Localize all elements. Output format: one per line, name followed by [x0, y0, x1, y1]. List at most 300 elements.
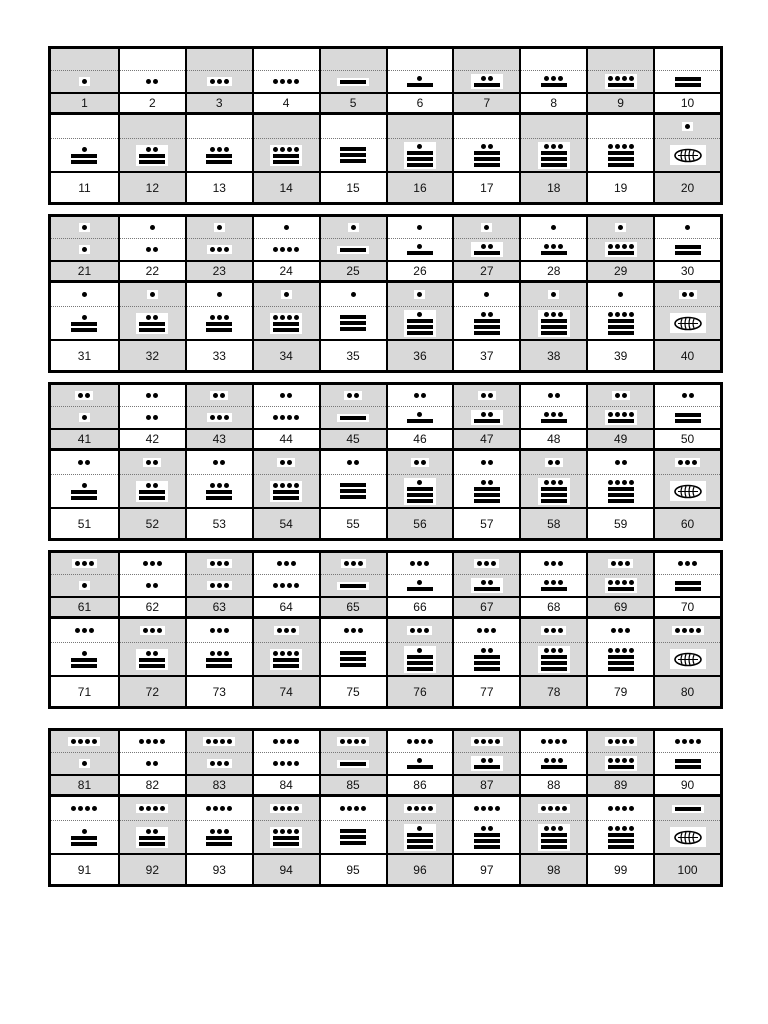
numeral-bar — [541, 499, 567, 503]
numeral-cell — [586, 731, 653, 794]
numeral-dot — [488, 739, 493, 744]
numeral-dot — [273, 315, 278, 320]
numeral-cell — [252, 385, 319, 448]
numeral-bar — [541, 839, 567, 843]
numeral-bar — [608, 655, 634, 659]
numeral-dot — [358, 561, 363, 566]
numeral-symbol — [72, 626, 97, 635]
numeral-dot — [615, 758, 620, 763]
units-level — [655, 575, 720, 596]
numeral-bar — [273, 322, 299, 326]
twenties-level — [120, 385, 185, 407]
numeral-dot — [558, 826, 563, 831]
twenties-level — [51, 619, 118, 643]
units-level — [51, 307, 118, 339]
numeral-cell — [386, 49, 453, 112]
numeral-bar — [608, 661, 634, 665]
number-label: 42 — [120, 428, 185, 448]
numeral-cell — [118, 553, 185, 616]
twenties-level — [187, 283, 252, 307]
number-label: 62 — [120, 596, 185, 616]
numeral-bar — [541, 845, 567, 849]
dot-group — [608, 758, 634, 763]
number-label: 33 — [187, 339, 252, 370]
numeral-cell — [519, 451, 586, 538]
twenties-level — [454, 283, 519, 307]
twenties-level — [51, 451, 118, 475]
numeral-dot — [217, 315, 222, 320]
numeral-bar — [407, 661, 433, 665]
numeral-dot — [153, 483, 158, 488]
numeral-dot — [224, 829, 229, 834]
numeral-glyph — [187, 283, 252, 339]
units-level — [321, 407, 386, 428]
units-level — [254, 753, 319, 774]
numeral-dot — [685, 460, 690, 465]
numeral-cell — [452, 451, 519, 538]
numeral-glyph — [187, 451, 252, 507]
numeral-dot — [217, 561, 222, 566]
numeral-cell — [653, 49, 720, 112]
dot-group — [675, 739, 701, 744]
numeral-bar — [340, 762, 366, 766]
numeral-dot — [78, 393, 83, 398]
numeral-symbol — [270, 804, 302, 813]
units-level — [454, 575, 519, 596]
twenties-level — [655, 797, 720, 821]
units-level — [187, 139, 252, 171]
numeral-dot — [615, 739, 620, 744]
numeral-bar — [541, 325, 567, 329]
numeral-cell — [452, 553, 519, 616]
number-label: 88 — [521, 774, 586, 794]
numeral-dot — [488, 393, 493, 398]
units-level — [588, 753, 653, 774]
dot-group — [685, 225, 690, 230]
numeral-bar — [340, 159, 366, 163]
numeral-cell — [586, 797, 653, 884]
numeral-bar — [675, 807, 701, 811]
numeral-glyph — [655, 49, 720, 92]
twenties-level — [120, 451, 185, 475]
numeral-bar — [541, 151, 567, 155]
twenties-level — [51, 115, 118, 139]
numeral-cell — [586, 217, 653, 280]
dot-group — [477, 561, 496, 566]
numeral-dot — [544, 758, 549, 763]
numeral-cell — [319, 115, 386, 202]
dot-group — [481, 76, 493, 81]
numeral-glyph — [51, 451, 118, 507]
numeral-cell — [252, 451, 319, 538]
numeral-glyph — [388, 115, 453, 171]
numeral-symbol — [68, 737, 100, 746]
numeral-dot — [417, 480, 422, 485]
numeral-dot — [294, 147, 299, 152]
numeral-glyph — [254, 619, 319, 675]
units-level — [655, 821, 720, 853]
number-label: 47 — [454, 428, 519, 448]
units-level — [454, 239, 519, 260]
numeral-dot — [608, 580, 613, 585]
numeral-dot — [551, 826, 556, 831]
units-level — [254, 239, 319, 260]
numeral-symbol — [608, 626, 633, 635]
numeral-symbol — [471, 410, 503, 425]
numeral-symbol — [675, 559, 700, 568]
numeral-dot — [558, 76, 563, 81]
twenties-level — [521, 731, 586, 753]
numeral-bar — [71, 160, 97, 164]
numeral-dot — [629, 806, 634, 811]
numeral-symbol — [207, 581, 232, 590]
dot-group — [407, 739, 433, 744]
numeral-dot — [558, 628, 563, 633]
dot-group — [143, 561, 162, 566]
numeral-dot — [541, 739, 546, 744]
numeral-glyph — [120, 451, 185, 507]
dot-group — [618, 292, 623, 297]
units-level — [51, 753, 118, 774]
numeral-bar — [407, 151, 433, 155]
dot-group — [608, 826, 634, 831]
numeral-bar — [407, 83, 433, 87]
numeral-dot — [220, 460, 225, 465]
numeral-bar — [474, 151, 500, 155]
numeral-symbol — [143, 413, 161, 422]
twenties-level — [51, 797, 118, 821]
numeral-cell — [452, 731, 519, 794]
numeral-glyph — [588, 385, 653, 428]
numeral-symbol — [143, 391, 161, 400]
numeral-dot — [146, 79, 151, 84]
numeral-dot — [682, 739, 687, 744]
numeral-symbol — [471, 478, 503, 505]
numeral-bar — [541, 83, 567, 87]
numeral-bar — [71, 322, 97, 326]
twenties-level — [254, 385, 319, 407]
numeral-cell — [252, 553, 319, 616]
numeral-symbol — [404, 478, 436, 505]
numeral-dot — [273, 147, 278, 152]
numeral-bar — [541, 765, 567, 769]
numeral-dot — [280, 460, 285, 465]
twenties-level — [187, 619, 252, 643]
numeral-dot — [287, 247, 292, 252]
numeral-dot — [224, 483, 229, 488]
numeral-row — [51, 385, 720, 448]
numeral-dot — [551, 76, 556, 81]
numeral-symbol — [404, 646, 436, 673]
numeral-symbol — [672, 737, 704, 746]
numeral-symbol — [481, 223, 492, 232]
numeral-dot — [551, 561, 556, 566]
number-label: 73 — [187, 675, 252, 706]
numeral-dot — [611, 628, 616, 633]
number-label: 1 — [51, 92, 118, 112]
numeral-glyph — [254, 385, 319, 428]
numeral-block — [48, 214, 723, 373]
units-level — [388, 753, 453, 774]
dot-group — [544, 480, 563, 485]
numeral-bar — [675, 759, 701, 763]
numeral-dot — [421, 393, 426, 398]
numeral-bar — [273, 328, 299, 332]
numeral-cell — [653, 797, 720, 884]
dot-group — [417, 580, 422, 585]
numeral-bar — [340, 495, 366, 499]
number-label: 66 — [388, 596, 453, 616]
numeral-symbol — [75, 458, 93, 467]
number-label: 34 — [254, 339, 319, 370]
units-level — [254, 139, 319, 171]
numeral-dot — [273, 483, 278, 488]
numeral-dot — [143, 561, 148, 566]
units-level — [521, 575, 586, 596]
numeral-symbol — [203, 827, 235, 848]
numeral-glyph — [588, 619, 653, 675]
numeral-dot — [146, 761, 151, 766]
numeral-dot — [294, 247, 299, 252]
numeral-dot — [78, 739, 83, 744]
dot-group — [146, 829, 158, 834]
numeral-dot — [284, 561, 289, 566]
number-label: 38 — [521, 339, 586, 370]
number-label: 100 — [655, 853, 720, 884]
numeral-symbol — [270, 313, 302, 334]
numeral-dot — [625, 628, 630, 633]
numeral-dot — [217, 147, 222, 152]
numeral-dot — [217, 651, 222, 656]
numeral-dot — [139, 739, 144, 744]
number-label: 75 — [321, 675, 386, 706]
numeral-glyph — [187, 385, 252, 428]
twenties-level — [655, 283, 720, 307]
numeral-symbol — [68, 804, 100, 813]
dot-group — [544, 826, 563, 831]
number-label: 89 — [588, 774, 653, 794]
numeral-dot — [220, 806, 225, 811]
numeral-dot — [622, 312, 627, 317]
twenties-level — [588, 385, 653, 407]
numeral-cell — [118, 115, 185, 202]
dot-group — [277, 561, 296, 566]
numeral-cell — [118, 451, 185, 538]
numeral-glyph — [187, 797, 252, 853]
numeral-dot — [92, 739, 97, 744]
numeral-dot — [220, 393, 225, 398]
twenties-level — [655, 553, 720, 575]
dot-group — [284, 225, 289, 230]
numeral-dot — [678, 460, 683, 465]
numeral-dot — [488, 826, 493, 831]
units-level — [254, 71, 319, 92]
numeral-cell — [586, 553, 653, 616]
numeral-bar — [407, 667, 433, 671]
numeral-bar — [474, 157, 500, 161]
numeral-cell — [319, 451, 386, 538]
numeral-cell — [386, 451, 453, 538]
dot-group — [682, 292, 694, 297]
numeral-dot — [622, 393, 627, 398]
number-label: 11 — [51, 171, 118, 202]
numeral-cell — [319, 283, 386, 370]
units-level — [521, 643, 586, 675]
numeral-dot — [424, 561, 429, 566]
number-label: 76 — [388, 675, 453, 706]
numeral-dot — [273, 583, 278, 588]
number-label: 3 — [187, 92, 252, 112]
numeral-dot — [153, 651, 158, 656]
numeral-symbol — [136, 481, 168, 502]
numeral-cell — [386, 283, 453, 370]
dot-group — [280, 460, 292, 465]
numeral-dot — [287, 415, 292, 420]
units-level — [454, 753, 519, 774]
numeral-dot — [280, 393, 285, 398]
twenties-level — [120, 283, 185, 307]
units-level — [388, 307, 453, 339]
numeral-symbol — [337, 313, 369, 333]
twenties-level — [454, 49, 519, 71]
number-label: 94 — [254, 853, 319, 884]
twenties-level — [254, 451, 319, 475]
numeral-symbol — [672, 626, 704, 635]
number-label: 7 — [454, 92, 519, 112]
numeral-symbol — [270, 649, 302, 670]
dot-group — [277, 628, 296, 633]
numeral-symbol — [404, 578, 436, 593]
numeral-dot — [71, 739, 76, 744]
numeral-bar — [139, 658, 165, 662]
twenties-level — [521, 49, 586, 71]
number-label: 65 — [321, 596, 386, 616]
units-level — [120, 239, 185, 260]
number-label: 60 — [655, 507, 720, 538]
number-label: 86 — [388, 774, 453, 794]
number-label: 23 — [187, 260, 252, 280]
twenties-level — [254, 115, 319, 139]
twenties-level — [588, 217, 653, 239]
numeral-bar — [273, 490, 299, 494]
number-label: 14 — [254, 171, 319, 202]
shell-icon — [673, 829, 703, 845]
dot-group — [146, 315, 158, 320]
numeral-cell — [519, 797, 586, 884]
dot-group — [143, 628, 162, 633]
twenties-level — [321, 797, 386, 821]
numeral-dot — [213, 806, 218, 811]
units-level — [588, 643, 653, 675]
numeral-dot — [481, 806, 486, 811]
dot-group — [417, 225, 422, 230]
dot-group — [273, 651, 299, 656]
numeral-symbol — [670, 649, 706, 669]
units-level — [120, 643, 185, 675]
numeral-bar — [608, 151, 634, 155]
dot-group — [608, 580, 634, 585]
numeral-dot — [615, 393, 620, 398]
numeral-dot — [82, 561, 87, 566]
numeral-dot — [82, 247, 87, 252]
numeral-symbol — [545, 391, 563, 400]
numeral-dot — [224, 315, 229, 320]
number-label: 90 — [655, 774, 720, 794]
units-level — [655, 239, 720, 260]
units-level — [388, 71, 453, 92]
numeral-dot — [277, 561, 282, 566]
number-label: 32 — [120, 339, 185, 370]
numeral-symbol — [682, 122, 693, 131]
numeral-cell — [319, 797, 386, 884]
numeral-cell — [653, 115, 720, 202]
numeral-dot — [75, 561, 80, 566]
numeral-dot — [417, 144, 422, 149]
numeral-dot — [82, 761, 87, 766]
numeral-bar — [273, 664, 299, 668]
numeral-dot — [558, 580, 563, 585]
numeral-dot — [548, 460, 553, 465]
units-level — [454, 139, 519, 171]
numeral-dot — [82, 292, 87, 297]
number-label: 96 — [388, 853, 453, 884]
units-level — [655, 753, 720, 774]
numeral-glyph — [321, 451, 386, 507]
dot-group — [139, 806, 165, 811]
numeral-dot — [417, 826, 422, 831]
numeral-dot — [153, 79, 158, 84]
twenties-level — [588, 553, 653, 575]
numeral-dot — [551, 292, 556, 297]
numeral-dot — [481, 393, 486, 398]
numeral-dot — [558, 312, 563, 317]
numeral-dot — [682, 628, 687, 633]
numeral-dot — [548, 806, 553, 811]
numeral-dot — [421, 739, 426, 744]
numeral-bar — [541, 661, 567, 665]
numeral-dot — [622, 648, 627, 653]
numeral-cell — [185, 283, 252, 370]
numeral-symbol — [143, 245, 161, 254]
numeral-symbol — [605, 242, 637, 257]
numeral-bar — [608, 493, 634, 497]
numeral-dot — [347, 739, 352, 744]
numeral-dot — [608, 739, 613, 744]
numeral-cell — [51, 797, 118, 884]
numeral-dot — [217, 247, 222, 252]
units-level — [454, 643, 519, 675]
numeral-bar — [541, 493, 567, 497]
number-label: 97 — [454, 853, 519, 884]
numeral-dot — [488, 312, 493, 317]
numeral-dot — [421, 806, 426, 811]
numeral-glyph — [120, 217, 185, 260]
numeral-cell — [118, 385, 185, 448]
number-label: 24 — [254, 260, 319, 280]
dot-group — [615, 460, 627, 465]
numeral-bar — [340, 315, 366, 319]
numeral-glyph — [521, 553, 586, 596]
shell-icon — [673, 315, 703, 331]
dot-group — [544, 244, 563, 249]
numeral-bar — [340, 841, 366, 845]
numeral-bar — [608, 251, 634, 255]
numeral-dot — [153, 739, 158, 744]
dot-group — [150, 225, 155, 230]
dot-group — [82, 247, 87, 252]
numeral-dot — [696, 739, 701, 744]
number-label: 61 — [51, 596, 118, 616]
